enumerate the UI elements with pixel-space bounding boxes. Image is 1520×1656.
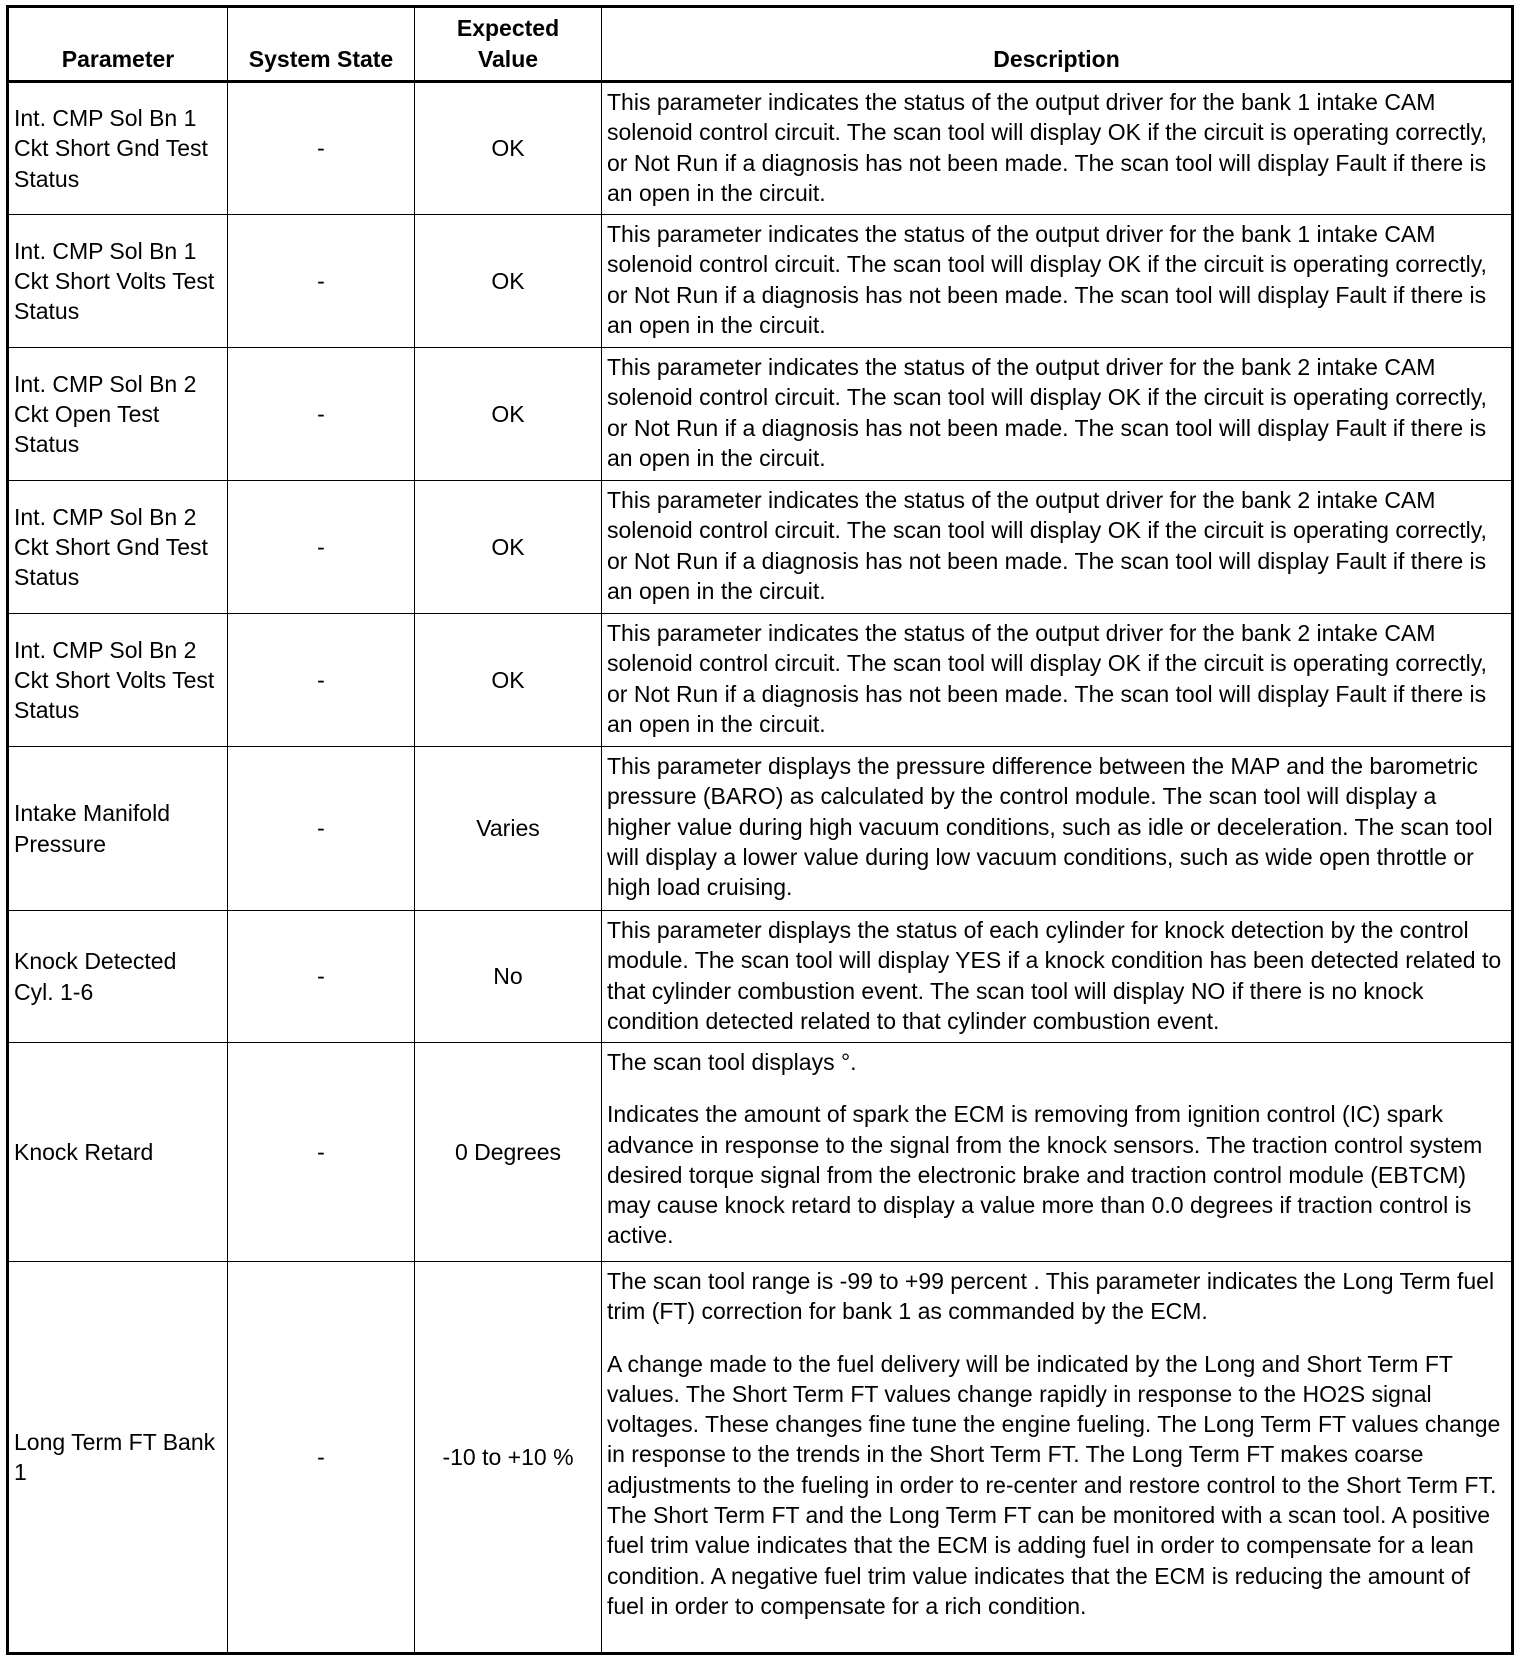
description-cell [602,481,1513,614]
description-cell [602,1043,1513,1262]
expected-value-cell: Varies [415,747,602,911]
table-row [8,747,1513,911]
parameter-cell: Intake Manifold Pressure [8,747,228,911]
parameter-cell: Int. CMP Sol Bn 2 Ckt Open Test Status [8,348,228,481]
system-state-cell: - [228,481,415,614]
parameter-cell: Knock Retard [8,1043,228,1262]
expected-value-cell: OK [415,215,602,348]
table-row [8,215,1513,348]
system-state-cell: - [228,1262,415,1654]
table-row [8,348,1513,481]
expected-value-cell: 0 Degrees [415,1043,602,1262]
description-cell [602,747,1513,911]
table-row [8,481,1513,614]
description-cell [602,348,1513,481]
description-cell [602,614,1513,747]
header-parameter: Parameter [8,7,228,82]
description-paragraph: This parameter displays the pressure difference between the MAP and the barometric pressure (BARO) as calculated by the control module. The scan tool will display a higher value during high vacuum conditions, such as idle or deceleration. The scan tool will display a lower value during low vacuum conditions, such as wide open throttle or high load cruising. [607,753,1493,901]
description-paragraph: This parameter indicates the status of the output driver for the bank 2 intake CAM solenoid control circuit. The scan tool will display OK if the circuit is operating correctly, or Not Run if a diagnosis has not been made. The scan tool will display Fault if there is an open in the circuit. [607,354,1487,471]
description-cell [602,911,1513,1043]
table-row [8,82,1513,215]
system-state-cell: - [228,911,415,1043]
table-row [8,614,1513,747]
header-row [8,7,1513,82]
system-state-cell: - [228,82,415,215]
description-cell [602,82,1513,215]
description-paragraph: This parameter indicates the status of the output driver for the bank 2 intake CAM solenoid control circuit. The scan tool will display OK if the circuit is operating correctly, or Not Run if a diagnosis has not been made. The scan tool will display Fault if there is an open in the circuit. [607,487,1487,604]
description-paragraph: This parameter indicates the status of the output driver for the bank 1 intake CAM solenoid control circuit. The scan tool will display OK if the circuit is operating correctly, or Not Run if a diagnosis has not been made. The scan tool will display Fault if there is an open in the circuit. [607,221,1487,338]
table-row [8,1262,1513,1654]
description-paragraph: A change made to the fuel delivery will be indicated by the Long and Short Term FT values. The Short Term FT values change rapidly in response to the HO2S signal voltages. These changes fine tune the engine fueling. The Long Term FT values change in response to the trends in the Short Term FT. The Long Term FT makes coarse adjustments to the fueling in order to re-center and restore control to the Short Term FT. The Short Term FT and the Long Term FT can be monitored with a scan tool. A positive fuel trim value indicates that the ECM is adding fuel in order to compensate for a lean condition. A negative fuel trim value indicates that the ECM is reducing the amount of fuel in order to compensate for a rich condition. [607,1350,1501,1619]
expected-value-cell: OK [415,348,602,481]
header-system-state: System State [228,7,415,82]
description-cell [602,1262,1513,1654]
expected-value-cell: OK [415,614,602,747]
parameter-cell: Int. CMP Sol Bn 2 Ckt Short Gnd Test Status [8,481,228,614]
expected-value-cell: OK [415,481,602,614]
description-paragraph: Indicates the amount of spark the ECM is removing from ignition control (IC) spark advance in response to the signal from the knock sensors. The traction control system desired torque signal from the electronic brake and traction control module (EBTCM) may cause knock retard to display a value more than 0.0 degrees if traction control is active. [607,1101,1483,1249]
parameter-cell: Int. CMP Sol Bn 2 Ckt Short Volts Test Status [8,614,228,747]
expected-value-cell: OK [415,82,602,215]
parameter-table [6,5,1514,1655]
parameter-cell: Long Term FT Bank 1 [8,1262,228,1654]
header-expected-value: Expected Value [415,7,602,82]
parameter-cell: Knock Detected Cyl. 1-6 [8,911,228,1043]
system-state-cell: - [228,614,415,747]
system-state-cell: - [228,747,415,911]
description-paragraph: The scan tool range is -99 to +99 percent . This parameter indicates the Long Term fuel trim (FT) correction for bank 1 as commanded by the ECM. [607,1268,1495,1325]
description-paragraph: This parameter indicates the status of the output driver for the bank 2 intake CAM solenoid control circuit. The scan tool will display OK if the circuit is operating correctly, or Not Run if a diagnosis has not been made. The scan tool will display Fault if there is an open in the circuit. [607,620,1487,737]
system-state-cell: - [228,1043,415,1262]
description-paragraph: The scan tool displays °. [607,1049,857,1075]
table-row [8,911,1513,1043]
expected-value-cell: No [415,911,602,1043]
header-description: Description [602,7,1513,82]
table-row [8,1043,1513,1262]
system-state-cell: - [228,215,415,348]
expected-value-cell: -10 to +10 % [415,1262,602,1654]
description-paragraph: This parameter displays the status of each cylinder for knock detection by the control module. The scan tool will display YES if a knock condition has been detected related to that cylinder combustion event. The scan tool will display NO if there is no knock condition detected related to that cylinder combustion event. [607,917,1502,1034]
description-paragraph: This parameter indicates the status of the output driver for the bank 1 intake CAM solenoid control circuit. The scan tool will display OK if the circuit is operating correctly, or Not Run if a diagnosis has not been made. The scan tool will display Fault if there is an open in the circuit. [607,89,1487,206]
system-state-cell: - [228,348,415,481]
description-cell [602,215,1513,348]
parameter-cell: Int. CMP Sol Bn 1 Ckt Short Gnd Test Status [8,82,228,215]
parameter-cell: Int. CMP Sol Bn 1 Ckt Short Volts Test Status [8,215,228,348]
